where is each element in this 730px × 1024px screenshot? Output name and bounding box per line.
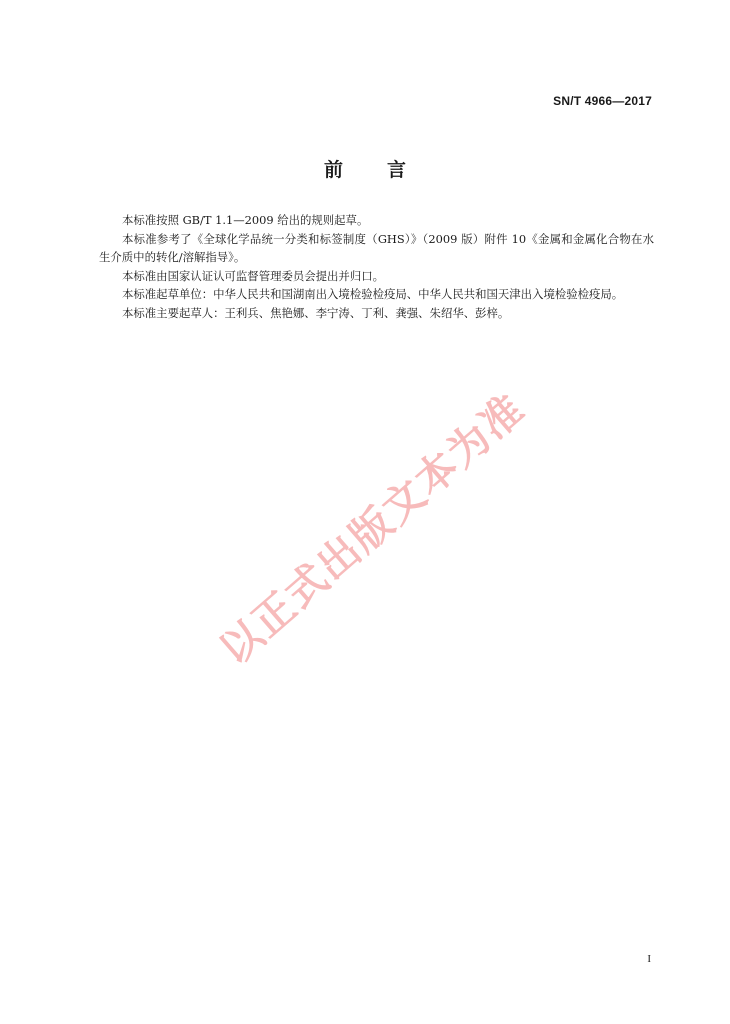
paragraph-drafting-rules: 本标准按照 GB/T 1.1—2009 给出的规则起草。 — [122, 213, 369, 227]
watermark: 以正式出版文本为准 — [210, 384, 535, 675]
paragraph-drafting-units: 本标准起草单位：中华人民共和国湖南出入境检验检疫局、中华人民共和国天津出入境检验检疫局。 — [122, 287, 624, 301]
title-char-2: 言 — [387, 159, 407, 181]
page-number: I — [647, 953, 651, 965]
paragraph-reference: 本标准参考了《全球化学品统一分类和标签制度（GHS）》（2009 版）附件 10《金属和金属化合物在水生介质中的转化/溶解指导》。 — [99, 231, 654, 264]
foreword-body — [99, 211, 654, 322]
paragraph-proposer: 本标准由国家认证认可监督管理委员会提出并归口。 — [122, 268, 384, 283]
section-title — [0, 155, 730, 182]
title-char-1: 前 — [323, 159, 343, 181]
paragraph-drafters: 本标准主要起草人：王利兵、焦艳娜、李宁涛、丁利、龚强、朱绍华、彭梓。 — [122, 305, 510, 320]
standard-number: SN/T 4966—2017 — [553, 94, 652, 108]
